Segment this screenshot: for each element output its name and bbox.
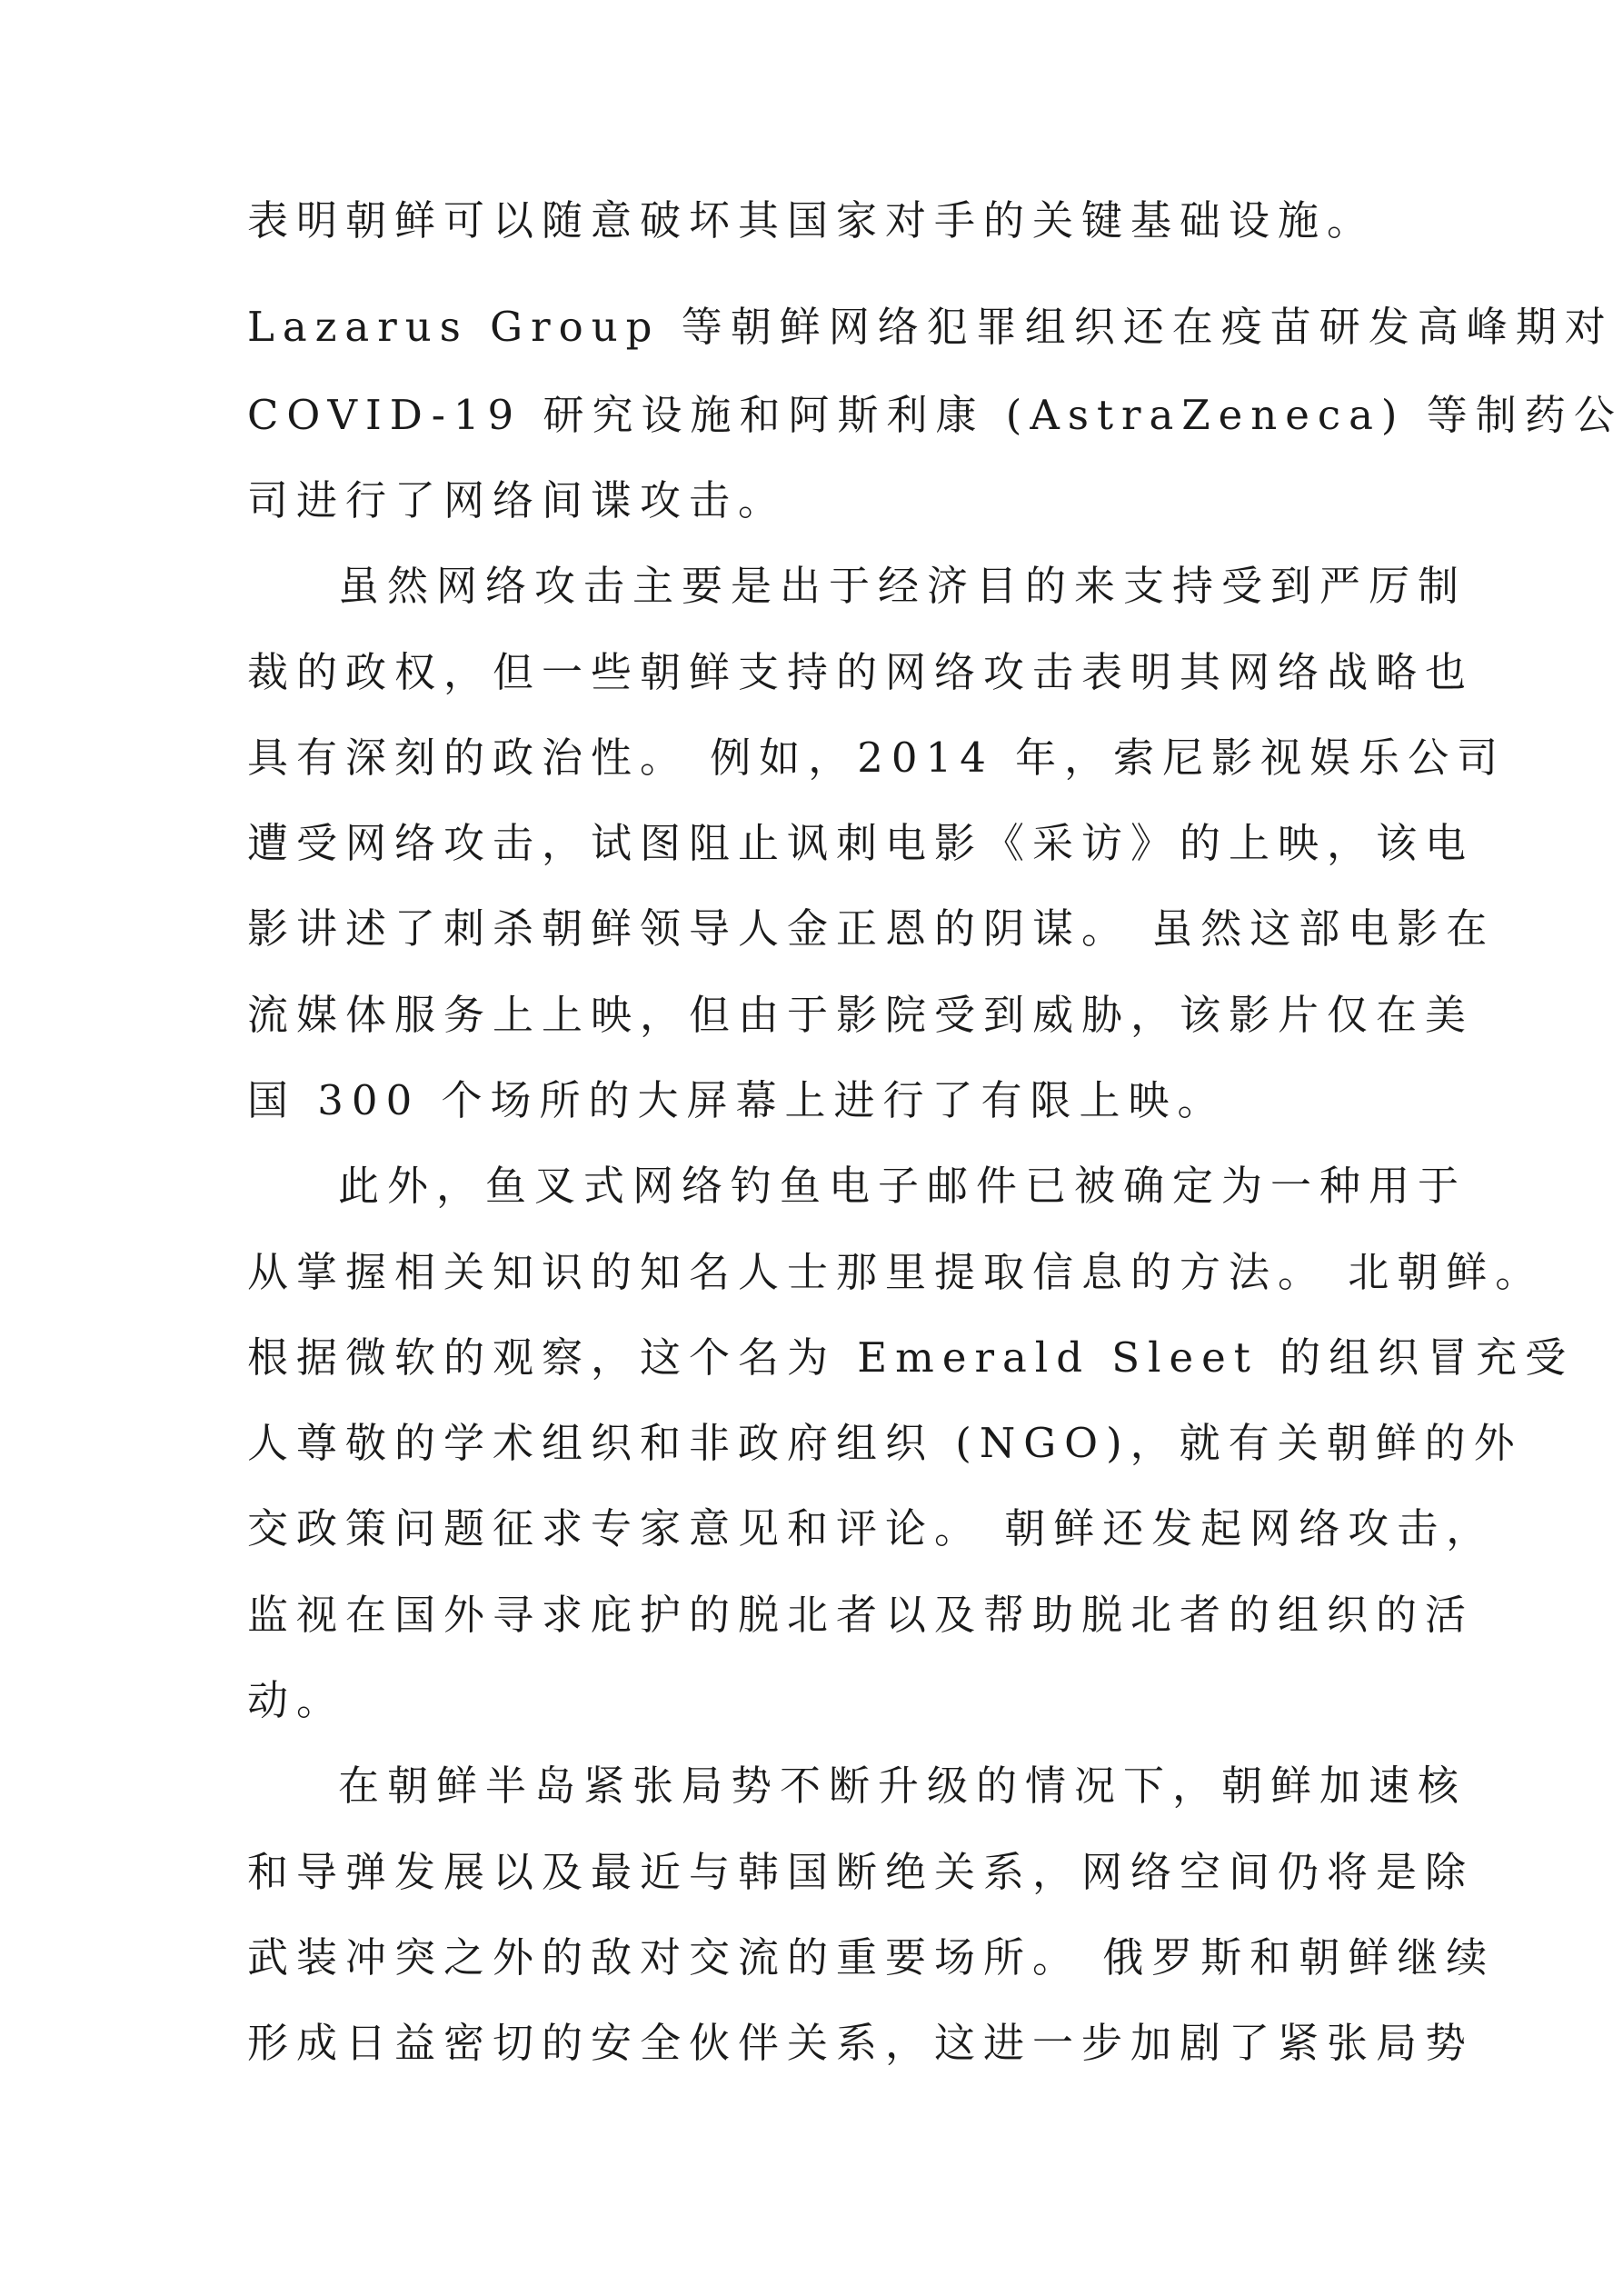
text-line: 遭受网络攻击，试图阻止讽刺电影《采访》的上映，该电 xyxy=(247,819,1475,867)
paragraph-start-line: 此外，鱼叉式网络钓鱼电子邮件已被确定为一种用于 xyxy=(338,1162,1468,1210)
text-line: 和导弹发展以及最近与韩国断绝关系，网络空间仍将是除 xyxy=(247,1848,1475,1896)
text-line: 影讲述了刺杀朝鲜领导人金正恩的阴谋。 虽然这部电影在 xyxy=(247,904,1496,953)
text-line: COVID-19 研究设施和阿斯利康 (AstraZeneca) 等制药公 xyxy=(247,391,1623,439)
text-line: 流媒体服务上上映，但由于影院受到威胁，该影片仅在美 xyxy=(247,991,1475,1039)
text-line: 交政策问题征求专家意见和评论。 朝鲜还发起网络攻击， xyxy=(247,1504,1496,1552)
text-line: Lazarus Group 等朝鲜网络犯罪组织还在疫苗研发高峰期对 xyxy=(247,303,1614,351)
text-line: 形成日益密切的安全伙伴关系，这进一步加剧了紧张局势 xyxy=(247,2019,1475,2067)
text-line: 根据微软的观察，这个名为 Emerald Sleet 的组织冒充受 xyxy=(247,1333,1575,1382)
text-line: 武装冲突之外的敌对交流的重要场所。 俄罗斯和朝鲜继续 xyxy=(247,1933,1496,1982)
text-line: 国 300 个场所的大屏幕上进行了有限上映。 xyxy=(247,1076,1227,1124)
text-line: 从掌握相关知识的知名人士那里提取信息的方法。 北朝鲜。 xyxy=(247,1248,1545,1296)
text-line: 监视在国外寻求庇护的脱北者以及帮助脱北者的组织的活 xyxy=(247,1591,1475,1639)
text-line: 表明朝鲜可以随意破坏其国家对手的关键基础设施。 xyxy=(247,196,1377,245)
text-line: 人尊敬的学术组织和非政府组织 (NGO)，就有关朝鲜的外 xyxy=(247,1419,1523,1467)
text-line: 具有深刻的政治性。 例如，2014 年，索尼影视娱乐公司 xyxy=(247,734,1507,782)
paragraph-start-line: 虽然网络攻击主要是出于经济目的来支持受到严厉制 xyxy=(338,562,1468,610)
text-line: 裁的政权，但一些朝鲜支持的网络攻击表明其网络战略也 xyxy=(247,648,1475,696)
text-line: 司进行了网络间谍攻击。 xyxy=(247,476,788,524)
text-line: 动。 xyxy=(247,1676,346,1724)
paragraph-start-line: 在朝鲜半岛紧张局势不断升级的情况下，朝鲜加速核 xyxy=(338,1762,1468,1810)
